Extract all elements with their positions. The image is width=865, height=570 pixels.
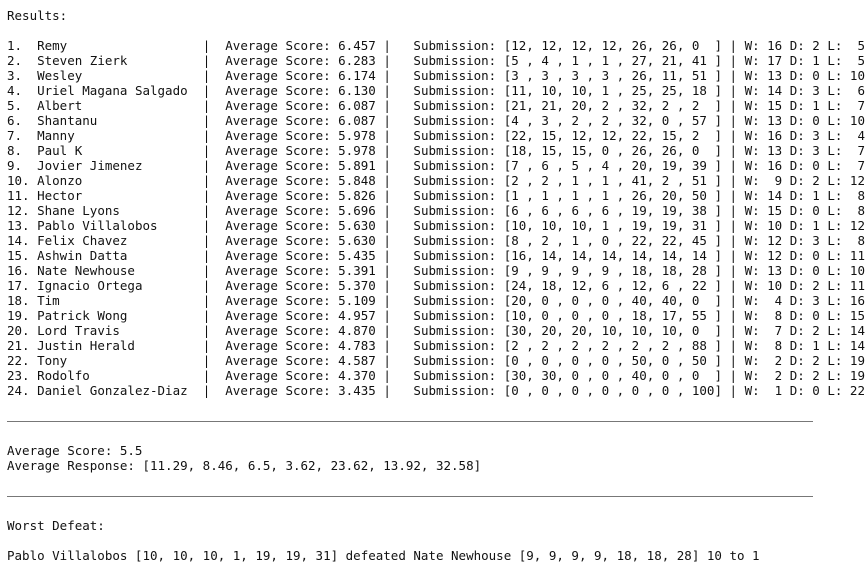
- row-score: 5.630: [338, 218, 384, 233]
- column-separator: |: [202, 263, 226, 278]
- row-rank: 9.: [7, 158, 38, 173]
- column-separator: |: [721, 188, 745, 203]
- row-submission-label: Submission:: [413, 323, 504, 338]
- table-row: [7, 188, 865, 203]
- row-rank: 22.: [7, 353, 38, 368]
- row-submission: [5 , 4 , 1 , 1 , 27, 21, 41 ]: [503, 53, 722, 68]
- row-score: 5.696: [338, 203, 384, 218]
- row-score-label: Average Score:: [225, 278, 339, 293]
- row-record: W: 13 D: 3 L: 7: [744, 143, 865, 158]
- row-record: W: 10 D: 2 L: 11: [744, 278, 865, 293]
- row-record: W: 13 D: 0 L: 10: [744, 113, 865, 128]
- table-row: [7, 308, 865, 323]
- row-submission-label: Submission:: [413, 278, 504, 293]
- column-separator: |: [721, 128, 745, 143]
- row-submission: [0 , 0 , 0 , 0 , 0 , 0 , 100]: [503, 383, 722, 398]
- column-separator: |: [721, 38, 745, 53]
- column-separator: |: [202, 158, 226, 173]
- row-score: 5.848: [338, 173, 384, 188]
- column-separator: |: [202, 143, 226, 158]
- row-submission: [30, 30, 0 , 0 , 40, 0 , 0 ]: [503, 368, 722, 383]
- column-separator: |: [202, 113, 226, 128]
- row-rank: 12.: [7, 203, 38, 218]
- row-rank: 2.: [7, 53, 38, 68]
- row-name: Justin Herald: [37, 338, 203, 353]
- row-record: W: 2 D: 2 L: 19: [744, 353, 865, 368]
- column-separator: |: [202, 383, 226, 398]
- row-score-label: Average Score:: [225, 233, 339, 248]
- row-record: W: 16 D: 0 L: 7: [744, 158, 865, 173]
- row-submission-label: Submission:: [413, 53, 504, 68]
- row-submission-label: Submission:: [413, 338, 504, 353]
- row-name: Daniel Gonzalez-Diaz: [37, 383, 203, 398]
- row-score-label: Average Score:: [225, 128, 339, 143]
- average-score-summary: Average Score: 5.5: [7, 443, 143, 458]
- row-name: Felix Chavez: [37, 233, 203, 248]
- row-submission: [21, 21, 20, 2 , 32, 2 , 2 ]: [503, 98, 722, 113]
- column-separator: |: [202, 248, 226, 263]
- table-row: [7, 98, 865, 113]
- row-score: 6.087: [338, 98, 384, 113]
- row-rank: 11.: [7, 188, 38, 203]
- column-separator: |: [721, 263, 745, 278]
- row-name: Remy: [37, 38, 203, 53]
- row-submission-label: Submission:: [413, 383, 504, 398]
- table-row: [7, 68, 865, 83]
- row-name: Tony: [37, 353, 203, 368]
- column-separator: |: [383, 248, 414, 263]
- row-rank: 6.: [7, 113, 38, 128]
- row-rank: 13.: [7, 218, 38, 233]
- row-score: 6.087: [338, 113, 384, 128]
- row-name: Shane Lyons: [37, 203, 203, 218]
- row-record: W: 4 D: 3 L: 16: [744, 293, 865, 308]
- column-separator: |: [721, 218, 745, 233]
- row-submission-label: Submission:: [413, 308, 504, 323]
- row-submission: [9 , 9 , 9 , 9 , 18, 18, 28 ]: [503, 263, 722, 278]
- row-submission: [10, 0 , 0 , 0 , 18, 17, 55 ]: [503, 308, 722, 323]
- row-score-label: Average Score:: [225, 143, 339, 158]
- row-score: 5.370: [338, 278, 384, 293]
- column-separator: |: [383, 233, 414, 248]
- row-submission: [0 , 0 , 0 , 0 , 50, 0 , 50 ]: [503, 353, 722, 368]
- column-separator: |: [202, 173, 226, 188]
- row-score-label: Average Score:: [225, 53, 339, 68]
- column-separator: |: [383, 173, 414, 188]
- column-separator: |: [383, 53, 414, 68]
- row-submission: [2 , 2 , 2 , 2 , 2 , 2 , 88 ]: [503, 338, 722, 353]
- row-record: W: 9 D: 2 L: 12: [744, 173, 865, 188]
- row-score: 6.174: [338, 68, 384, 83]
- column-separator: |: [383, 158, 414, 173]
- column-separator: |: [383, 293, 414, 308]
- column-separator: |: [383, 83, 414, 98]
- row-submission-label: Submission:: [413, 128, 504, 143]
- row-name: Albert: [37, 98, 203, 113]
- row-submission-label: Submission:: [413, 293, 504, 308]
- row-record: W: 15 D: 0 L: 8: [744, 203, 865, 218]
- table-row: [7, 113, 865, 128]
- column-separator: |: [721, 338, 745, 353]
- row-submission: [30, 20, 20, 10, 10, 10, 0 ]: [503, 323, 722, 338]
- column-separator: |: [721, 383, 745, 398]
- row-record: W: 14 D: 3 L: 6: [744, 83, 865, 98]
- row-name: Alonzo: [37, 173, 203, 188]
- row-score: 4.587: [338, 353, 384, 368]
- column-separator: |: [202, 308, 226, 323]
- row-score-label: Average Score:: [225, 98, 339, 113]
- row-submission: [10, 10, 10, 1 , 19, 19, 31 ]: [503, 218, 722, 233]
- column-separator: |: [721, 113, 745, 128]
- row-name: Lord Travis: [37, 323, 203, 338]
- column-separator: |: [383, 278, 414, 293]
- table-row: [7, 83, 865, 98]
- column-separator: |: [383, 203, 414, 218]
- table-row: [7, 218, 865, 233]
- column-separator: |: [202, 218, 226, 233]
- column-separator: |: [383, 383, 414, 398]
- row-record: W: 10 D: 1 L: 12: [744, 218, 865, 233]
- row-name: Shantanu: [37, 113, 203, 128]
- column-separator: |: [721, 368, 745, 383]
- row-record: W: 13 D: 0 L: 10: [744, 263, 865, 278]
- row-rank: 19.: [7, 308, 38, 323]
- row-score-label: Average Score:: [225, 218, 339, 233]
- column-separator: |: [202, 293, 226, 308]
- row-score-label: Average Score:: [225, 323, 339, 338]
- column-separator: |: [202, 353, 226, 368]
- row-submission-label: Submission:: [413, 173, 504, 188]
- row-record: W: 16 D: 2 L: 5: [744, 38, 865, 53]
- row-rank: 5.: [7, 98, 38, 113]
- row-score-label: Average Score:: [225, 383, 339, 398]
- row-name: Jovier Jimenez: [37, 158, 203, 173]
- divider-2: [7, 496, 813, 497]
- table-row: [7, 128, 865, 143]
- row-score-label: Average Score:: [225, 173, 339, 188]
- row-rank: 18.: [7, 293, 38, 308]
- row-submission: [7 , 6 , 5 , 4 , 20, 19, 39 ]: [503, 158, 722, 173]
- row-submission-label: Submission:: [413, 83, 504, 98]
- row-name: Nate Newhouse: [37, 263, 203, 278]
- column-separator: |: [721, 293, 745, 308]
- row-rank: 16.: [7, 263, 38, 278]
- column-separator: |: [383, 98, 414, 113]
- row-score-label: Average Score:: [225, 203, 339, 218]
- row-score: 5.978: [338, 128, 384, 143]
- row-rank: 14.: [7, 233, 38, 248]
- row-score-label: Average Score:: [225, 83, 339, 98]
- row-score: 6.130: [338, 83, 384, 98]
- column-separator: |: [721, 308, 745, 323]
- column-separator: |: [202, 128, 226, 143]
- row-record: W: 12 D: 3 L: 8: [744, 233, 865, 248]
- row-rank: 17.: [7, 278, 38, 293]
- row-submission: [20, 0 , 0 , 0 , 40, 40, 0 ]: [503, 293, 722, 308]
- row-submission: [22, 15, 12, 12, 22, 15, 2 ]: [503, 128, 722, 143]
- column-separator: |: [202, 188, 226, 203]
- column-separator: |: [383, 263, 414, 278]
- table-row: [7, 263, 865, 278]
- column-separator: |: [721, 323, 745, 338]
- row-record: W: 8 D: 0 L: 15: [744, 308, 865, 323]
- row-submission-label: Submission:: [413, 188, 504, 203]
- row-score-label: Average Score:: [225, 293, 339, 308]
- row-record: W: 7 D: 2 L: 14: [744, 323, 865, 338]
- column-separator: |: [383, 338, 414, 353]
- row-score-label: Average Score:: [225, 263, 339, 278]
- row-rank: 21.: [7, 338, 38, 353]
- table-row: [7, 38, 865, 53]
- row-submission-label: Submission:: [413, 368, 504, 383]
- column-separator: |: [383, 323, 414, 338]
- row-score-label: Average Score:: [225, 158, 339, 173]
- column-separator: |: [202, 53, 226, 68]
- row-submission-label: Submission:: [413, 248, 504, 263]
- column-separator: |: [721, 53, 745, 68]
- row-name: Rodolfo: [37, 368, 203, 383]
- row-name: Ignacio Ortega: [37, 278, 203, 293]
- column-separator: |: [383, 38, 414, 53]
- row-record: W: 17 D: 1 L: 5: [744, 53, 865, 68]
- column-separator: |: [383, 68, 414, 83]
- row-record: W: 1 D: 0 L: 22: [744, 383, 865, 398]
- row-submission: [1 , 1 , 1 , 1 , 26, 20, 50 ]: [503, 188, 722, 203]
- row-score-label: Average Score:: [225, 113, 339, 128]
- row-submission: [11, 10, 10, 1 , 25, 25, 18 ]: [503, 83, 722, 98]
- table-row: [7, 203, 865, 218]
- row-submission: [2 , 2 , 1 , 1 , 41, 2 , 51 ]: [503, 173, 722, 188]
- column-separator: |: [202, 98, 226, 113]
- row-rank: 7.: [7, 128, 38, 143]
- row-score-label: Average Score:: [225, 368, 339, 383]
- row-rank: 4.: [7, 83, 38, 98]
- column-separator: |: [383, 218, 414, 233]
- row-score: 4.783: [338, 338, 384, 353]
- row-submission-label: Submission:: [413, 68, 504, 83]
- row-rank: 20.: [7, 323, 38, 338]
- column-separator: |: [383, 128, 414, 143]
- worst-defeat-text: Pablo Villalobos [10, 10, 10, 1, 19, 19, 31] defeated Nate Newhouse [9, 9, 9, 9, 18, 18, 28] 10 to 1: [7, 548, 760, 563]
- row-submission-label: Submission:: [413, 98, 504, 113]
- row-score-label: Average Score:: [225, 188, 339, 203]
- table-row: [7, 278, 865, 293]
- row-submission: [8 , 2 , 1 , 0 , 22, 22, 45 ]: [503, 233, 722, 248]
- row-score: 3.435: [338, 383, 384, 398]
- row-submission-label: Submission:: [413, 218, 504, 233]
- row-score-label: Average Score:: [225, 68, 339, 83]
- row-score: 6.283: [338, 53, 384, 68]
- row-submission: [16, 14, 14, 14, 14, 14, 14 ]: [503, 248, 722, 263]
- row-score: 4.870: [338, 323, 384, 338]
- row-rank: 3.: [7, 68, 38, 83]
- table-row: [7, 338, 865, 353]
- row-rank: 8.: [7, 143, 38, 158]
- row-score: 5.109: [338, 293, 384, 308]
- divider-1: [7, 421, 813, 422]
- row-name: Manny: [37, 128, 203, 143]
- column-separator: |: [202, 83, 226, 98]
- row-score: 5.826: [338, 188, 384, 203]
- results-header: Results:: [7, 8, 68, 23]
- column-separator: |: [721, 173, 745, 188]
- column-separator: |: [202, 338, 226, 353]
- row-submission: [18, 15, 15, 0 , 26, 26, 0 ]: [503, 143, 722, 158]
- row-rank: 1.: [7, 38, 38, 53]
- row-score-label: Average Score:: [225, 353, 339, 368]
- row-score: 5.630: [338, 233, 384, 248]
- table-row: [7, 383, 865, 398]
- column-separator: |: [202, 323, 226, 338]
- row-name: Steven Zierk: [37, 53, 203, 68]
- row-rank: 15.: [7, 248, 38, 263]
- column-separator: |: [383, 188, 414, 203]
- row-submission-label: Submission:: [413, 38, 504, 53]
- row-score-label: Average Score:: [225, 338, 339, 353]
- column-separator: |: [202, 38, 226, 53]
- row-score: 6.457: [338, 38, 384, 53]
- row-submission: [3 , 3 , 3 , 3 , 26, 11, 51 ]: [503, 68, 722, 83]
- column-separator: |: [202, 68, 226, 83]
- row-record: W: 12 D: 0 L: 11: [744, 248, 865, 263]
- column-separator: |: [383, 353, 414, 368]
- table-row: [7, 323, 865, 338]
- row-score-label: Average Score:: [225, 308, 339, 323]
- row-name: Pablo Villalobos: [37, 218, 203, 233]
- row-record: W: 13 D: 0 L: 10: [744, 68, 865, 83]
- table-row: [7, 233, 865, 248]
- row-score-label: Average Score:: [225, 38, 339, 53]
- column-separator: |: [721, 158, 745, 173]
- row-submission-label: Submission:: [413, 143, 504, 158]
- column-separator: |: [721, 233, 745, 248]
- row-submission: [24, 18, 12, 6 , 12, 6 , 22 ]: [503, 278, 722, 293]
- row-name: Ashwin Datta: [37, 248, 203, 263]
- row-submission-label: Submission:: [413, 203, 504, 218]
- row-submission-label: Submission:: [413, 233, 504, 248]
- row-name: Tim: [37, 293, 203, 308]
- row-submission-label: Submission:: [413, 113, 504, 128]
- table-row: [7, 173, 865, 188]
- table-row: [7, 368, 865, 383]
- table-row: [7, 158, 865, 173]
- column-separator: |: [721, 83, 745, 98]
- column-separator: |: [721, 353, 745, 368]
- row-score-label: Average Score:: [225, 248, 339, 263]
- column-separator: |: [383, 368, 414, 383]
- row-record: W: 15 D: 1 L: 7: [744, 98, 865, 113]
- row-rank: 10.: [7, 173, 38, 188]
- column-separator: |: [721, 248, 745, 263]
- row-record: W: 16 D: 3 L: 4: [744, 128, 865, 143]
- row-submission: [6 , 6 , 6 , 6 , 19, 19, 38 ]: [503, 203, 722, 218]
- row-score: 5.978: [338, 143, 384, 158]
- row-name: Wesley: [37, 68, 203, 83]
- column-separator: |: [721, 203, 745, 218]
- column-separator: |: [202, 233, 226, 248]
- row-rank: 24.: [7, 383, 38, 398]
- row-score: 4.370: [338, 368, 384, 383]
- row-name: Paul K: [37, 143, 203, 158]
- row-name: Uriel Magana Salgado: [37, 83, 203, 98]
- column-separator: |: [721, 143, 745, 158]
- column-separator: |: [383, 143, 414, 158]
- table-row: [7, 293, 865, 308]
- column-separator: |: [721, 68, 745, 83]
- row-submission: [4 , 3 , 2 , 2 , 32, 0 , 57 ]: [503, 113, 722, 128]
- column-separator: |: [383, 308, 414, 323]
- row-name: Patrick Wong: [37, 308, 203, 323]
- table-row: [7, 53, 865, 68]
- table-row: [7, 248, 865, 263]
- column-separator: |: [721, 98, 745, 113]
- row-score: 5.435: [338, 248, 384, 263]
- row-record: W: 8 D: 1 L: 14: [744, 338, 865, 353]
- column-separator: |: [202, 203, 226, 218]
- row-score: 4.957: [338, 308, 384, 323]
- row-record: W: 14 D: 1 L: 8: [744, 188, 865, 203]
- column-separator: |: [202, 278, 226, 293]
- row-score: 5.891: [338, 158, 384, 173]
- column-separator: |: [383, 113, 414, 128]
- row-rank: 23.: [7, 368, 38, 383]
- table-row: [7, 143, 865, 158]
- row-name: Hector: [37, 188, 203, 203]
- worst-defeat-heading: Worst Defeat:: [7, 518, 105, 533]
- row-score: 5.391: [338, 263, 384, 278]
- row-record: W: 2 D: 2 L: 19: [744, 368, 865, 383]
- row-submission: [12, 12, 12, 12, 26, 26, 0 ]: [503, 38, 722, 53]
- column-separator: |: [202, 368, 226, 383]
- row-submission-label: Submission:: [413, 158, 504, 173]
- row-submission-label: Submission:: [413, 263, 504, 278]
- column-separator: |: [721, 278, 745, 293]
- table-row: [7, 353, 865, 368]
- average-response-summary: Average Response: [11.29, 8.46, 6.5, 3.62, 23.62, 13.92, 32.58]: [7, 458, 482, 473]
- row-submission-label: Submission:: [413, 353, 504, 368]
